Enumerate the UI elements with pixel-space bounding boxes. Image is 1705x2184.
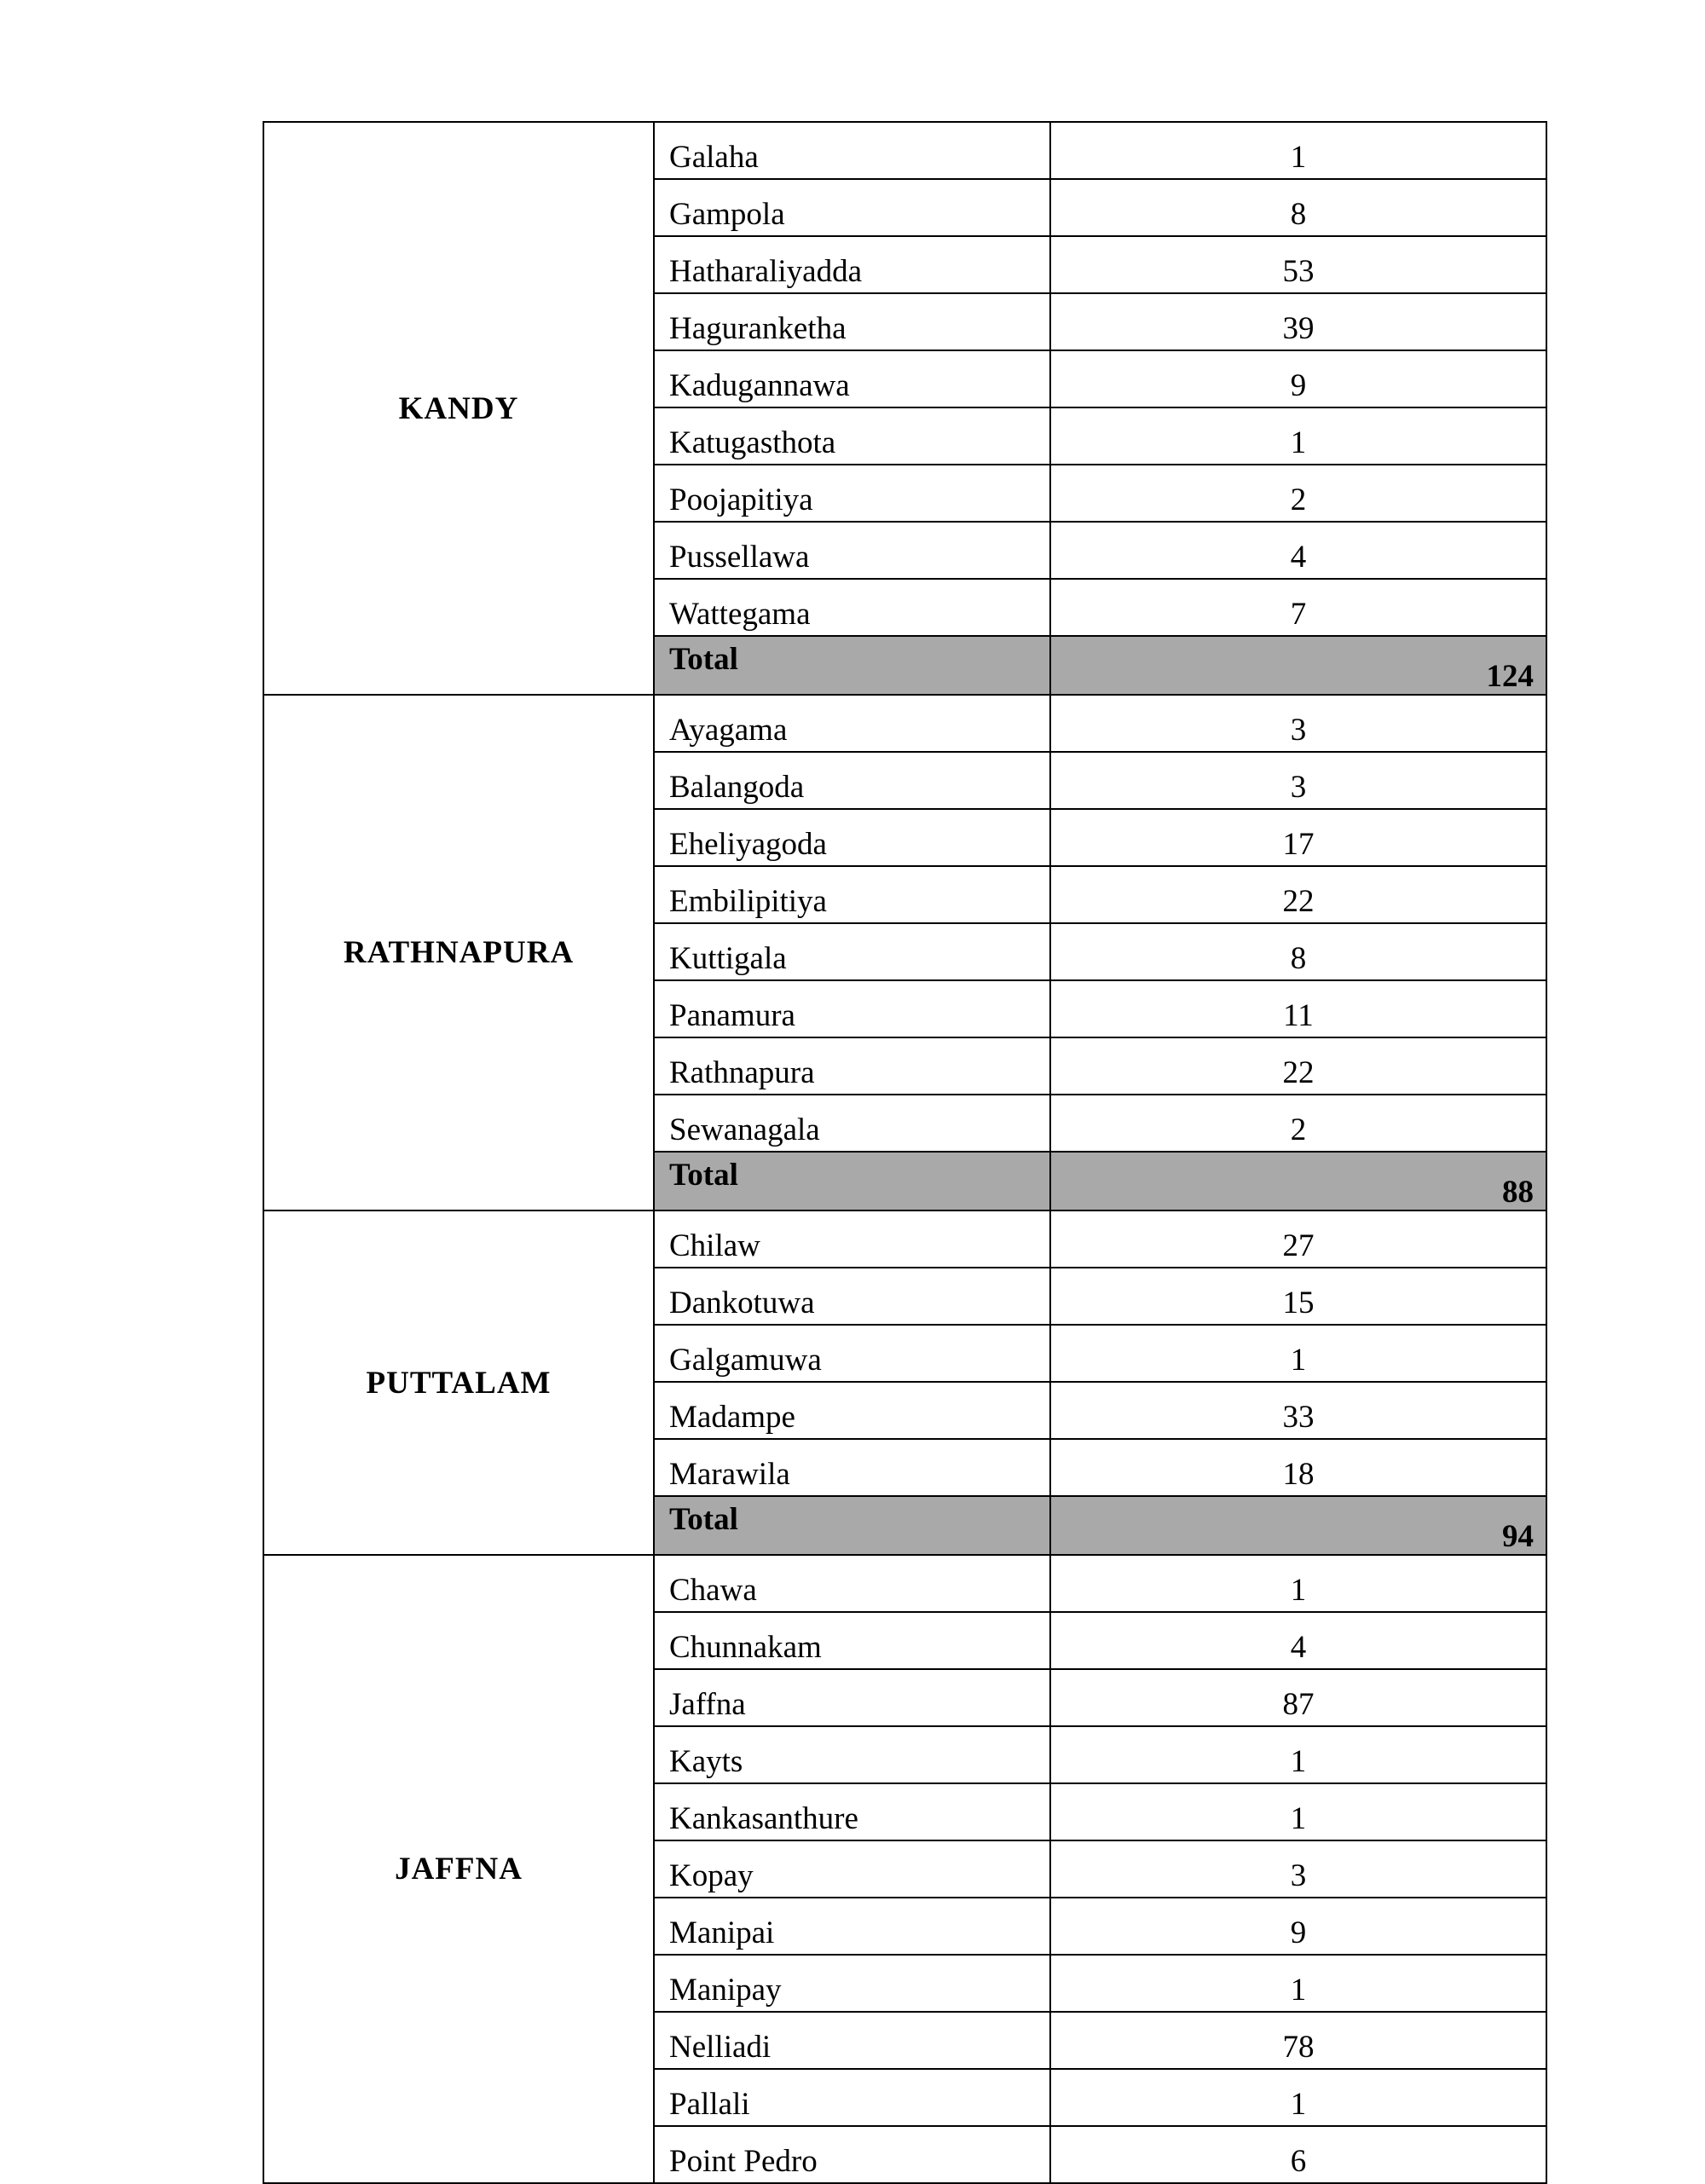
town-name: Balangoda: [654, 752, 1050, 809]
total-label: Total: [654, 1152, 1050, 1210]
town-count: 27: [1050, 1210, 1546, 1268]
town-name: Embilipitiya: [654, 866, 1050, 923]
town-name: Jaffna: [654, 1669, 1050, 1726]
town-name: Chawa: [654, 1555, 1050, 1612]
district-total-value: 88: [1050, 1152, 1546, 1210]
town-name: Pallali: [654, 2069, 1050, 2126]
table-row: [263, 122, 1546, 179]
town-count: 1: [1050, 1955, 1546, 2012]
town-count: 8: [1050, 923, 1546, 980]
town-name: Manipai: [654, 1898, 1050, 1955]
town-count: 87: [1050, 1669, 1546, 1726]
town-count: 3: [1050, 752, 1546, 809]
town-count: 39: [1050, 293, 1546, 350]
town-name: Marawila: [654, 1439, 1050, 1496]
town-name: Point Pedro: [654, 2126, 1050, 2183]
town-count: 22: [1050, 866, 1546, 923]
town-count: 1: [1050, 122, 1546, 179]
town-name: Kayts: [654, 1726, 1050, 1783]
town-name: Galaha: [654, 122, 1050, 179]
town-count: 4: [1050, 1612, 1546, 1669]
table-row: [263, 1555, 1546, 1612]
town-count: 2: [1050, 1095, 1546, 1152]
town-name: Panamura: [654, 980, 1050, 1037]
town-count: 1: [1050, 1726, 1546, 1783]
town-count: 15: [1050, 1268, 1546, 1325]
town-name: Kadugannawa: [654, 350, 1050, 407]
town-count: 1: [1050, 2069, 1546, 2126]
town-name: Manipay: [654, 1955, 1050, 2012]
town-name: Dankotuwa: [654, 1268, 1050, 1325]
district-name: RATHNAPURA: [263, 695, 654, 1210]
town-name: Sewanagala: [654, 1095, 1050, 1152]
town-name: Chilaw: [654, 1210, 1050, 1268]
district-town-count-table: [263, 121, 1547, 2184]
town-count: 1: [1050, 1555, 1546, 1612]
town-name: Poojapitiya: [654, 465, 1050, 522]
town-count: 18: [1050, 1439, 1546, 1496]
town-name: Kopay: [654, 1840, 1050, 1898]
town-count: 6: [1050, 2126, 1546, 2183]
town-name: Galgamuwa: [654, 1325, 1050, 1382]
town-name: Gampola: [654, 179, 1050, 236]
town-name: Haguranketha: [654, 293, 1050, 350]
town-name: Katugasthota: [654, 407, 1050, 465]
town-name: Pussellawa: [654, 522, 1050, 579]
town-count: 53: [1050, 236, 1546, 293]
town-name: Madampe: [654, 1382, 1050, 1439]
town-count: 2: [1050, 465, 1546, 522]
town-count: 9: [1050, 1898, 1546, 1955]
district-total-value: 124: [1050, 636, 1546, 695]
town-name: Hatharaliyadda: [654, 236, 1050, 293]
district-name: PUTTALAM: [263, 1210, 654, 1555]
table-row: [263, 695, 1546, 752]
table-body: [263, 122, 1546, 2183]
town-count: 4: [1050, 522, 1546, 579]
town-count: 1: [1050, 407, 1546, 465]
town-name: Wattegama: [654, 579, 1050, 636]
town-name: Kuttigala: [654, 923, 1050, 980]
town-count: 11: [1050, 980, 1546, 1037]
town-count: 17: [1050, 809, 1546, 866]
town-name: Chunnakam: [654, 1612, 1050, 1669]
district-total-value: 94: [1050, 1496, 1546, 1555]
district-name: KANDY: [263, 122, 654, 695]
town-count: 7: [1050, 579, 1546, 636]
town-count: 9: [1050, 350, 1546, 407]
town-name: Ayagama: [654, 695, 1050, 752]
total-label: Total: [654, 636, 1050, 695]
town-count: 22: [1050, 1037, 1546, 1095]
town-name: Kankasanthure: [654, 1783, 1050, 1840]
town-count: 78: [1050, 2012, 1546, 2069]
town-count: 8: [1050, 179, 1546, 236]
district-name: JAFFNA: [263, 1555, 654, 2183]
town-name: Eheliyagoda: [654, 809, 1050, 866]
town-name: Rathnapura: [654, 1037, 1050, 1095]
town-count: 1: [1050, 1325, 1546, 1382]
town-count: 1: [1050, 1783, 1546, 1840]
town-count: 3: [1050, 695, 1546, 752]
table-row: [263, 1210, 1546, 1268]
town-count: 3: [1050, 1840, 1546, 1898]
town-name: Nelliadi: [654, 2012, 1050, 2069]
total-label: Total: [654, 1496, 1050, 1555]
town-count: 33: [1050, 1382, 1546, 1439]
